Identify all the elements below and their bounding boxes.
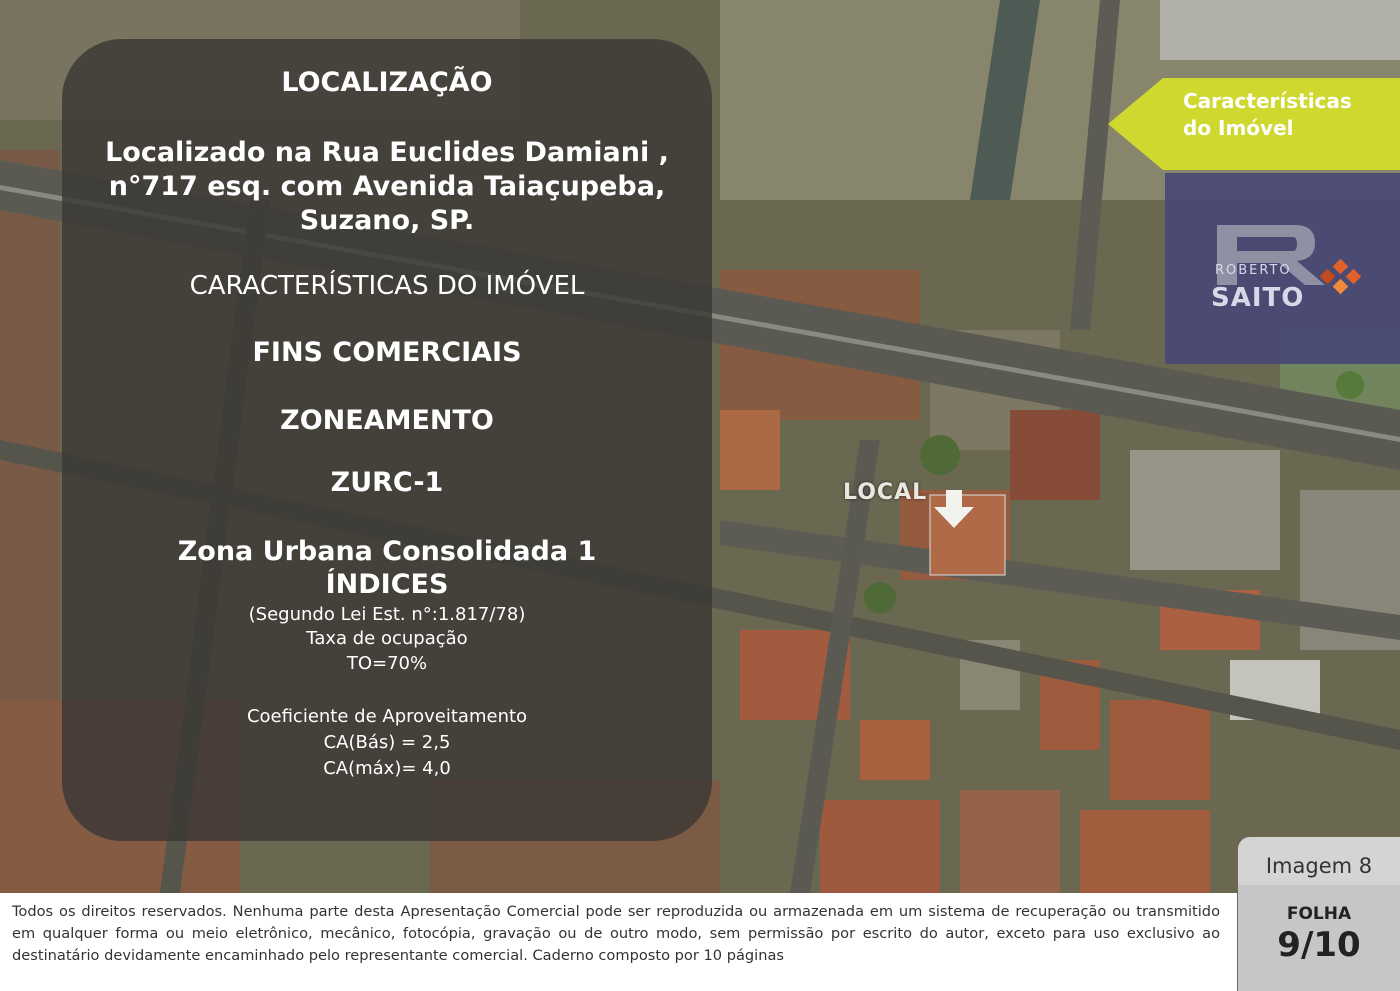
section-tag xyxy=(1108,78,1400,170)
logo-subtitle: ROBERTO xyxy=(1215,263,1292,278)
occupation-value: TO=70% xyxy=(346,653,428,674)
page-number-box xyxy=(1238,885,1400,991)
purpose: FINS COMERCIAIS xyxy=(252,337,522,368)
company-logo xyxy=(1165,173,1400,364)
occupation-label: Taxa de ocupação xyxy=(306,628,468,649)
law-reference: (Segundo Lei Est. n°:1.817/78) xyxy=(248,604,526,625)
local-marker-label: LOCAL xyxy=(843,480,928,505)
heading-zoning: ZONEAMENTO xyxy=(280,405,494,436)
coefficient-basic: CA(Bás) = 2,5 xyxy=(323,732,451,753)
section-tag-line-2: do Imóvel xyxy=(1183,116,1294,140)
copyright-disclaimer: Todos os direitos reservados. Nenhuma parte desta Apresentação Comercial pode ser reproduzida ou armazenada em um sistema de recuperação ou transmitido em qualquer forma ou meio eletrônico, mecânico, fotocópia, gravação ou de outro modo, sem permissão por escrito do autor, exceto para uso exclusivo ao destinatário devidamente encaminhado pelo representante comercial. Caderno composto por 10 páginas xyxy=(12,903,1220,964)
address-line-3: Suzano, SP. xyxy=(299,205,475,236)
address-line-1: Localizado na Rua Euclides Damiani , xyxy=(105,137,669,168)
zone-name: Zona Urbana Consolidada 1 xyxy=(177,536,597,567)
heading-features: CARACTERÍSTICAS DO IMÓVEL xyxy=(189,271,585,301)
heading-indices: ÍNDICES xyxy=(325,569,449,600)
zone-code: ZURC-1 xyxy=(330,467,444,498)
footer xyxy=(0,893,1237,991)
coefficient-label: Coeficiente de Aproveitamento xyxy=(246,706,528,727)
heading-location: LOCALIZAÇÃO xyxy=(281,67,493,98)
info-panel xyxy=(62,39,712,841)
coefficient-max: CA(máx)= 4,0 xyxy=(323,758,451,779)
folha-label: FOLHA xyxy=(1286,904,1352,924)
logo-title: SAITO xyxy=(1211,283,1305,313)
section-tag-line-1: Características xyxy=(1183,89,1352,113)
folha-number: 9/10 xyxy=(1277,925,1361,965)
section-tag-label xyxy=(1183,88,1398,142)
image-number-tab xyxy=(1238,837,1400,885)
image-number-label: Imagem 8 xyxy=(1265,854,1373,878)
address-line-2: n°717 esq. com Avenida Taiaçupeba, xyxy=(108,171,666,202)
